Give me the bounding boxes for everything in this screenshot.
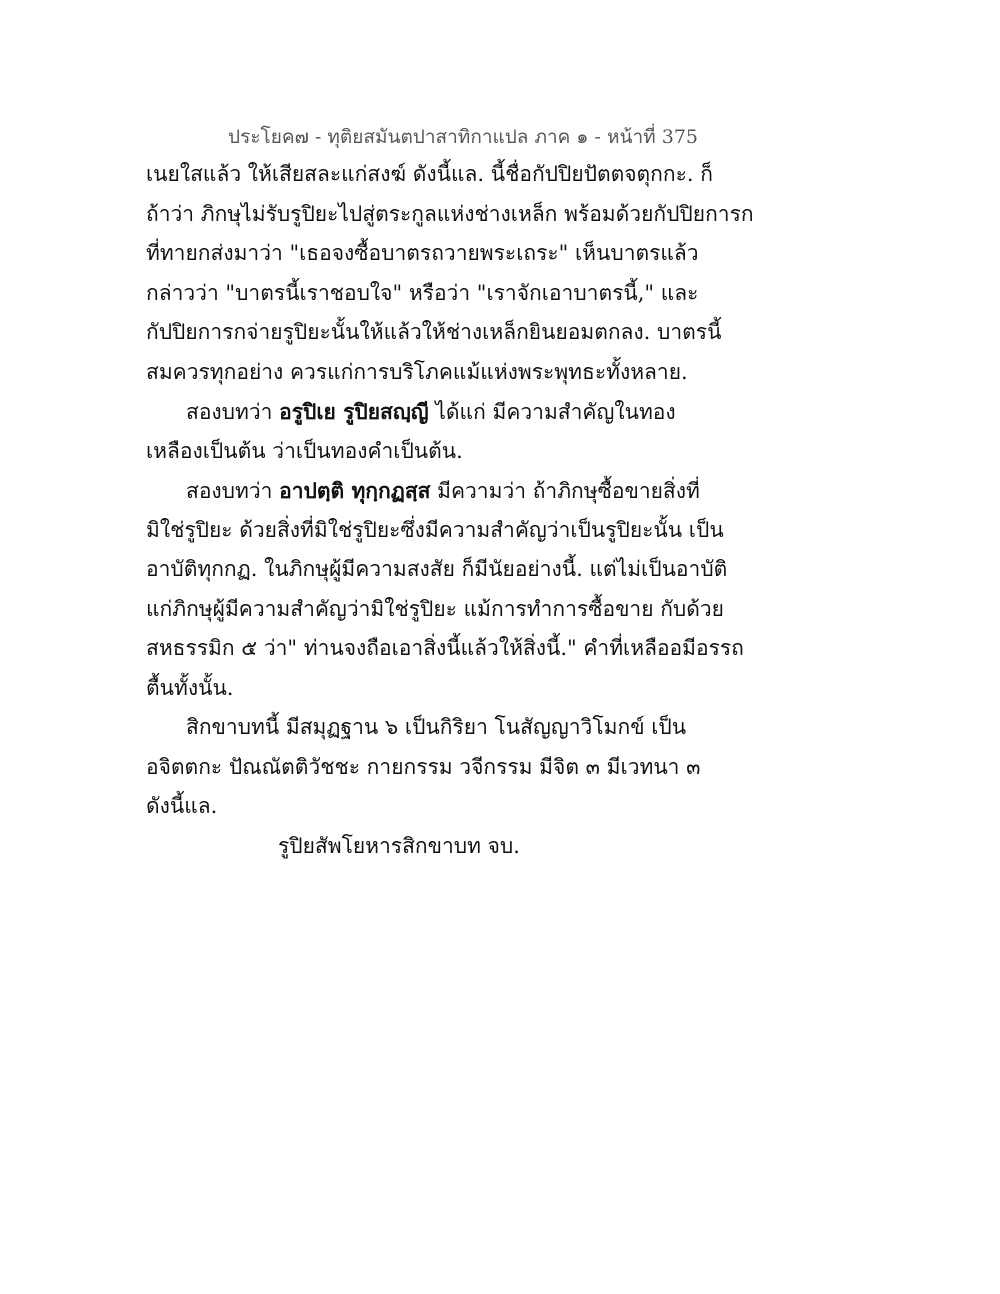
text-line: เหลืองเป็นต้น ว่าเป็นทองคำเป็นต้น. xyxy=(146,438,463,463)
text-line: ตื้นทั้งนั้น. xyxy=(146,675,234,700)
running-header: ประโยค๗ - ทุติยสมันตปาสาทิกาแปล ภาค ๑ - หน้าที่ 375 xyxy=(228,126,698,148)
pali-term-bold: อาปตฺติ ทุกฺกฏสฺส xyxy=(279,478,431,503)
pali-term-bold: อรูปิเย รูปิยสญฺญี xyxy=(279,399,429,424)
text-line xyxy=(146,471,706,511)
text-line: สิกขาบทนี้ มีสมุฏฐาน ๖ เป็นกิริยา โนสัญญาวิโมกข์ เป็น xyxy=(186,715,687,739)
text-line: กล่าวว่า "บาตรนี้เราชอบใจ" หรือว่า "เราจักเอาบาตรนี้," และ xyxy=(146,280,699,305)
text-span: ได้แก่ มีความสำคัญในทอง xyxy=(428,400,676,424)
text-line: สหธรรมิก ๕ ว่า" ท่านจงถือเอาสิ่งนี้แล้วให้สิ่งนี้." คำที่เหลืออมีอรรถ xyxy=(146,636,744,660)
text-line: อาบัติทุกกฏ. ในภิกษุผู้มีความสงสัย ก็มีนัยอย่างนี้. แต่ไม่เป็นอาบัติ xyxy=(146,557,728,581)
text-line: มิใช่รูปิยะ ด้วยสิ่งที่มิใช่รูปิยะซึ่งมีความสำคัญว่าเป็นรูปิยะนั้น เป็น xyxy=(146,517,724,542)
text-line: สมควรทุกอย่าง ควรแก่การบริโภคแม้แห่งพระพุทธะทั้งหลาย. xyxy=(146,359,688,384)
text-span: มีความว่า ถ้าภิกษุซื้อขายสิ่งที่ xyxy=(430,479,700,503)
body-text xyxy=(146,155,754,866)
text-line: กัปปิยการกจ่ายรูปิยะนั้นให้แล้วให้ช่างเหล็กยินยอมตกลง. บาตรนี้ xyxy=(146,320,722,344)
text-span: สองบทว่า xyxy=(186,400,280,424)
text-line: ที่ทายกส่งมาว่า "เธอจงซื้อบาตรถวายพระเถระ" เห็นบาตรแล้ว xyxy=(146,241,699,265)
text-line: อจิตตกะ ปัณณัตติวัชชะ กายกรรม วจีกรรม มีจิต ๓ มีเวทนา ๓ xyxy=(146,754,701,779)
text-line xyxy=(146,392,706,432)
text-line: เนยใสแล้ว ให้เสียสละแก่สงฆ์ ดังนี้แล. นี้ชื่อกัปปิยปัตตจตุกกะ. ก็ xyxy=(146,162,713,186)
text-line: แก่ภิกษุผู้มีความสำคัญว่ามิใช่รูปิยะ แม้การทำการซื้อขาย กับด้วย xyxy=(146,596,724,621)
section-end-line: รูปิยสัพโยหารสิกขาบท จบ. xyxy=(278,833,520,858)
text-span: สองบทว่า xyxy=(186,479,280,503)
text-line: ดังนี้แล. xyxy=(146,794,218,818)
text-line: ถ้าว่า ภิกษุไม่รับรูปิยะไปสู่ตระกูลแห่งช่างเหล็ก พร้อมด้วยกัปปิยการก xyxy=(146,201,754,226)
